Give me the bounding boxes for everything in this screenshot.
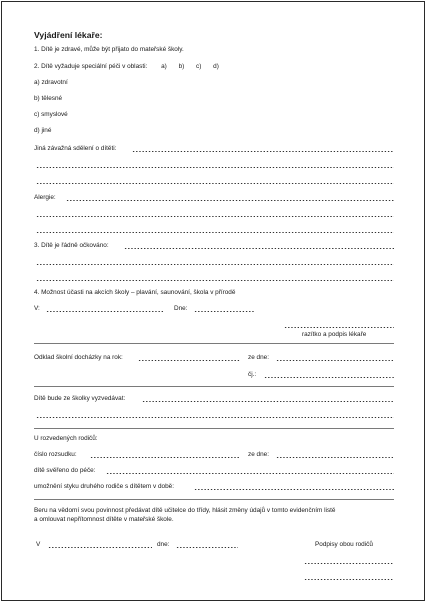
vaccination-label: 3. Dítě je řádně očkováno: [34, 242, 109, 249]
pickup-label: Dítě bude ze školky vyzvedávat: [34, 395, 126, 402]
acknowledgement-line-2: a omlouvat nepřítomnost dítěte v mateřské škole. [34, 516, 174, 523]
allergy-line-1[interactable] [66, 200, 394, 201]
postponement-date-field[interactable] [276, 360, 394, 361]
form-title: Vyjádření lékaře: [34, 30, 103, 40]
statement-healthy: 1. Dítě je zdravé, může být přijato do mateřské školy. [34, 46, 184, 53]
postponement-date-label: ze dne: [248, 354, 269, 361]
care-area-sensory: c) smyslové [34, 111, 68, 118]
divider-1 [34, 343, 394, 344]
parents-signature-label: Podpisy obou rodičů [315, 541, 373, 548]
postponement-year-field[interactable] [138, 360, 240, 361]
stamp-signature-label: razítko a podpis lékaře [302, 331, 367, 338]
pickup-line-2[interactable] [36, 417, 394, 418]
special-care-label: 2. Dítě vyžaduje speciální péči v oblasti: [34, 63, 148, 70]
final-date-label: dne: [157, 541, 170, 548]
other-notice-label: Jiná závažná sdělení o dítěti: [34, 145, 117, 152]
special-care-option-c: c) [196, 63, 202, 70]
final-date-field[interactable] [176, 547, 238, 548]
other-notice-line-3[interactable] [36, 183, 394, 184]
medical-statement-form [1, 1, 425, 601]
date-label: Dne: [174, 305, 188, 312]
custody-label: dítě svěřeno do péče: [34, 467, 96, 474]
allergy-line-3[interactable] [36, 232, 394, 233]
parent-signature-line-1[interactable] [304, 563, 394, 564]
visitation-field[interactable] [194, 489, 394, 490]
final-place-label: V [36, 541, 41, 548]
statement-special-care [34, 63, 219, 71]
acknowledgement-line-1: Beru na vědomí svou povinnost předávat dítě učitelce do třídy, hlásit změny údajů v tomto evidenčním listě [34, 507, 336, 514]
special-care-option-b: b) [178, 63, 185, 70]
divider-4 [34, 499, 394, 500]
reference-number-label: čj.: [248, 371, 257, 378]
care-area-other: d) jiné [34, 127, 52, 134]
visitation-label: umožnění styku druhého rodiče s dítětem v době: [34, 483, 174, 490]
final-place-field[interactable] [48, 547, 152, 548]
place-field[interactable] [46, 311, 164, 312]
vaccination-line-3[interactable] [36, 280, 394, 281]
vaccination-line-1[interactable] [124, 248, 394, 249]
postponement-label: Odklad školní docházky na rok: [34, 354, 123, 361]
reference-number-field[interactable] [264, 377, 394, 378]
other-notice-line-2[interactable] [36, 167, 394, 168]
allergy-label: Alergie: [34, 194, 56, 201]
care-area-health: a) zdravotní [34, 79, 68, 86]
custody-field[interactable] [106, 473, 394, 474]
special-care-option-a: a) [161, 63, 167, 70]
place-label: V: [34, 305, 40, 312]
other-notice-line-1[interactable] [132, 151, 394, 152]
allergy-line-2[interactable] [36, 216, 394, 217]
verdict-date-field[interactable] [276, 457, 394, 458]
divider-2 [34, 386, 394, 387]
date-field[interactable] [194, 311, 254, 312]
pickup-line-1[interactable] [142, 401, 394, 402]
doctor-signature-line[interactable] [284, 327, 394, 328]
care-area-physical: b) tělesné [34, 95, 63, 102]
verdict-date-label: ze dne: [248, 451, 269, 458]
verdict-number-label: číslo rozsudku: [34, 451, 77, 458]
activities-label: 4. Možnost účasti na akcích školy – plavání, saunování, škola v přírodě [34, 289, 236, 296]
divorced-parents-label: U rozvedených rodičů: [34, 435, 98, 442]
special-care-option-d: d) [213, 63, 219, 70]
parent-signature-line-2[interactable] [304, 579, 394, 580]
verdict-number-field[interactable] [90, 457, 240, 458]
vaccination-line-2[interactable] [36, 264, 394, 265]
divider-3 [34, 428, 394, 429]
